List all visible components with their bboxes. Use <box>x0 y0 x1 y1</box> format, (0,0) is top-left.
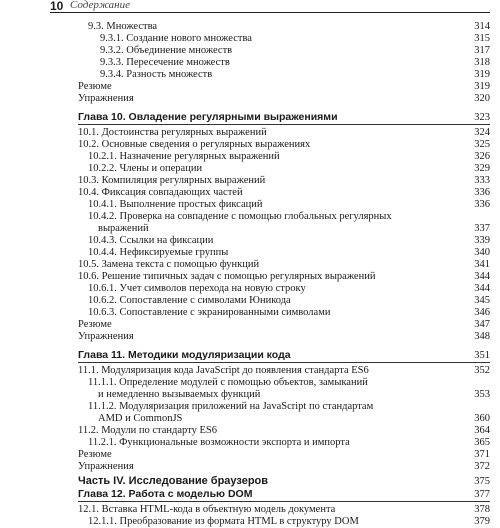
toc-entry-title: 9.3.2. Объединение множеств <box>100 45 233 56</box>
toc-page-number: 326 <box>474 151 490 162</box>
toc-entry-title: и немедленно вызываемых функций <box>98 389 261 400</box>
toc-page-number: 344 <box>474 283 490 294</box>
toc-page-number: 318 <box>474 57 490 68</box>
toc-entry[interactable] <box>78 92 490 105</box>
toc-entry-title: 10.6.1. Учет символов перехода на новую строку <box>88 283 306 294</box>
toc-part-heading[interactable] <box>78 475 490 488</box>
toc-entry-title: Резюме <box>78 81 112 92</box>
toc-page-number: 339 <box>474 235 490 246</box>
toc-page-number: 353 <box>474 389 490 400</box>
toc-entry-title: 10.6.2. Сопоставление с символами Юникода <box>88 295 291 306</box>
toc-page-number: 324 <box>474 127 490 138</box>
toc-page-number: 375 <box>474 476 490 487</box>
toc-page-number: 315 <box>474 33 490 44</box>
toc-page-number: 377 <box>474 489 490 500</box>
toc-entry[interactable] <box>78 460 490 473</box>
toc-page-number: 379 <box>474 516 490 527</box>
toc-entry-title: 10.6.3. Сопоставление с экранированными символами <box>88 307 331 318</box>
toc-page-number: 351 <box>474 350 490 361</box>
toc-page-number: 365 <box>474 437 490 448</box>
toc-page-number: 346 <box>474 307 490 318</box>
toc-page-number: 337 <box>474 223 490 234</box>
toc-entry-title: 10.2.1. Назначение регулярных выражений <box>88 151 280 162</box>
toc-page-number: 360 <box>474 413 490 424</box>
toc-page-number: 319 <box>474 69 490 80</box>
toc-entry-title: 10.2. Основные сведения о регулярных выражениях <box>78 139 311 150</box>
toc-page-number: 344 <box>474 271 490 282</box>
toc-entry-title: Упражнения <box>78 331 134 342</box>
toc-page-number: 323 <box>474 112 490 123</box>
toc-page-number: 352 <box>474 365 490 376</box>
toc-entry-title: 11.1.2. Модуляризация приложений на JavaScript по стандартам <box>88 401 374 412</box>
toc-page-number: 319 <box>474 81 490 92</box>
toc-page-number: 317 <box>474 45 490 56</box>
toc-entry-title: 10.2.2. Члены и операции <box>88 163 203 174</box>
toc-page-number: 320 <box>474 93 490 104</box>
toc-entry-title: 9.3.1. Создание нового множества <box>100 33 252 44</box>
toc-entry-title: 10.3. Компиляция регулярных выражений <box>78 175 266 186</box>
toc-entry-title: AMD и CommonJS <box>98 413 183 424</box>
toc-page-number: 341 <box>474 259 490 270</box>
chapter-divider <box>78 501 490 502</box>
toc-entry-title: 10.4.4. Нефиксируемые группы <box>88 247 229 258</box>
toc-entry-title: 9.3. Множества <box>88 21 158 32</box>
toc-chapter-heading[interactable] <box>78 349 490 362</box>
toc-entry-title: 11.2. Модули по стандарту ES6 <box>78 425 217 436</box>
toc-entry-title: 9.3.4. Разность множеств <box>100 69 213 80</box>
toc-page-number: 336 <box>474 199 490 210</box>
toc-entry-title: Резюме <box>78 319 112 330</box>
toc-entry-title: 9.3.3. Пересечение множеств <box>100 57 230 68</box>
toc-entry[interactable] <box>78 330 490 343</box>
toc-entry[interactable] <box>88 515 490 528</box>
toc-entry-title: Глава 12. Работа с моделью DOM <box>78 488 253 500</box>
toc-entry-title: Глава 11. Методики модуляризации кода <box>78 349 291 361</box>
toc-chapter-heading[interactable] <box>78 488 490 501</box>
toc-entry-title: 12.1.1. Преобразование из формата HTML в структуру DOM <box>88 516 359 527</box>
toc-page-number: 378 <box>474 504 490 515</box>
toc-entry-title: Упражнения <box>78 461 134 472</box>
toc-page-number: 347 <box>474 319 490 330</box>
page-number: 10 <box>50 0 64 13</box>
toc-entry-title: 10.4.2. Проверка на совпадение с помощью глобальных регулярных <box>88 211 392 222</box>
toc-entry-title: 12.1. Вставка HTML-кода в объектную модель документа <box>78 504 336 515</box>
chapter-divider <box>78 124 490 125</box>
toc-page-number: 333 <box>474 175 490 186</box>
running-title: Содержание <box>70 0 131 11</box>
toc-entry-title: Упражнения <box>78 93 134 104</box>
toc-entry-title: 11.1.1. Определение модулей с помощью объектов, замыканий <box>88 377 368 388</box>
toc-entry-title: Глава 10. Овладение регулярными выражениями <box>78 111 338 123</box>
toc-page-number: 329 <box>474 163 490 174</box>
toc-entry-title: 10.4.1. Выполнение простых фиксаций <box>88 199 263 210</box>
toc-entry-title: 11.1. Модуляризация кода JavaScript до появления стандарта ES6 <box>78 365 369 376</box>
toc-entry-title: 10.5. Замена текста с помощью функций <box>78 259 260 270</box>
toc-page-number: 348 <box>474 331 490 342</box>
toc-entry-title: 10.4. Фиксация совпадающих частей <box>78 187 243 198</box>
toc-page-number: 372 <box>474 461 490 472</box>
toc-page-number: 340 <box>474 247 490 258</box>
toc-entry-title: выражений <box>98 223 149 234</box>
toc-entry-title: Часть IV. Исследование браузеров <box>78 475 269 487</box>
toc-page-number: 371 <box>474 449 490 460</box>
chapter-divider <box>78 362 490 363</box>
toc-page-number: 325 <box>474 139 490 150</box>
toc-entry-title: 10.6. Решение типичных задач с помощью регулярных выражений <box>78 271 376 282</box>
toc-page-number: 314 <box>474 21 490 32</box>
toc-page-number: 345 <box>474 295 490 306</box>
toc-entry-title: 11.2.1. Функциональные возможности экспорта и импорта <box>88 437 350 448</box>
toc-chapter-heading[interactable] <box>78 111 490 124</box>
toc-entry-title: 10.1. Достоинства регулярных выражений <box>78 127 267 138</box>
toc-entry-title: 10.4.3. Ссылки на фиксации <box>88 235 214 246</box>
toc-page-number: 364 <box>474 425 490 436</box>
toc-page-number: 336 <box>474 187 490 198</box>
toc-entry-title: Резюме <box>78 449 112 460</box>
